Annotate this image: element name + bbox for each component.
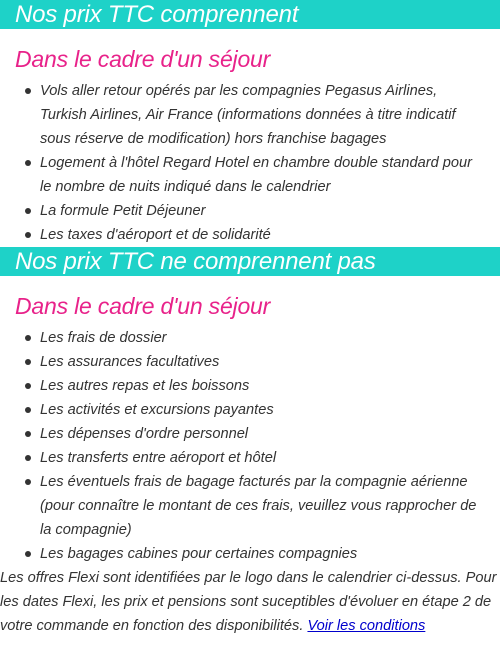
list-item [0, 223, 500, 247]
list-item-text: Les assurances facultatives [40, 354, 220, 370]
list-item-text: La formule Petit Déjeuner [40, 203, 206, 219]
included-section [0, 0, 500, 247]
included-subheading: Dans le cadre d'un séjour [15, 46, 271, 72]
bullet-icon [25, 431, 31, 437]
list-item [0, 151, 500, 199]
excluded-section [0, 247, 500, 566]
list-item [0, 398, 500, 422]
excluded-banner: Nos prix TTC ne comprennent pas [0, 247, 500, 276]
flexi-note [0, 566, 500, 638]
conditions-link[interactable]: Voir les conditions [307, 618, 426, 634]
list-item-text: Les bagages cabines pour certaines compagnies [40, 546, 358, 562]
list-item [0, 446, 500, 470]
bullet-icon [25, 407, 31, 413]
bullet-icon [25, 479, 31, 485]
list-item [0, 350, 500, 374]
bullet-icon [25, 551, 31, 557]
list-item-text: Les dépenses d'ordre personnel [40, 426, 249, 442]
bullet-icon [25, 88, 31, 94]
bullet-icon [25, 335, 31, 341]
list-item-text: Les taxes d'aéroport et de solidarité [40, 227, 271, 243]
list-item-text: Les éventuels frais de bagage facturés par la compagnie aérienne (pour connaître le montant de ces frais, veuillez vous rapprocher de la compagnie) [40, 474, 477, 538]
included-banner: Nos prix TTC comprennent [0, 0, 500, 29]
list-item [0, 470, 500, 542]
list-item [0, 79, 500, 151]
list-item [0, 199, 500, 223]
list-item [0, 326, 500, 350]
flexi-note-text: Les offres Flexi sont identifiées par le logo dans le calendrier ci-dessus. Pour les dates Flexi, les prix et pensions sont suceptibles d'évoluer en étape 2 de votre commande en fonction des disponibilités. [0, 570, 497, 634]
excluded-subheading: Dans le cadre d'un séjour [15, 293, 271, 319]
list-item-text: Les autres repas et les boissons [40, 378, 250, 394]
bullet-icon [25, 455, 31, 461]
list-item-text: Les frais de dossier [40, 330, 167, 346]
bullet-icon [25, 208, 31, 214]
list-item-text: Les transferts entre aéroport et hôtel [40, 450, 277, 466]
bullet-icon [25, 160, 31, 166]
list-item [0, 542, 500, 566]
list-item-text: Vols aller retour opérés par les compagnies Pegasus Airlines, Turkish Airlines, Air France (informations données à titre indicatif sous réserve de modification) hors franchise bagages [40, 83, 456, 147]
list-item-text: Les activités et excursions payantes [40, 402, 274, 418]
list-item [0, 374, 500, 398]
bullet-icon [25, 359, 31, 365]
bullet-icon [25, 232, 31, 238]
excluded-list [0, 326, 500, 566]
included-list [0, 79, 500, 247]
list-item-text: Logement à l'hôtel Regard Hotel en chambre double standard pour le nombre de nuits indiqué dans le calendrier [40, 155, 472, 195]
bullet-icon [25, 383, 31, 389]
list-item [0, 422, 500, 446]
